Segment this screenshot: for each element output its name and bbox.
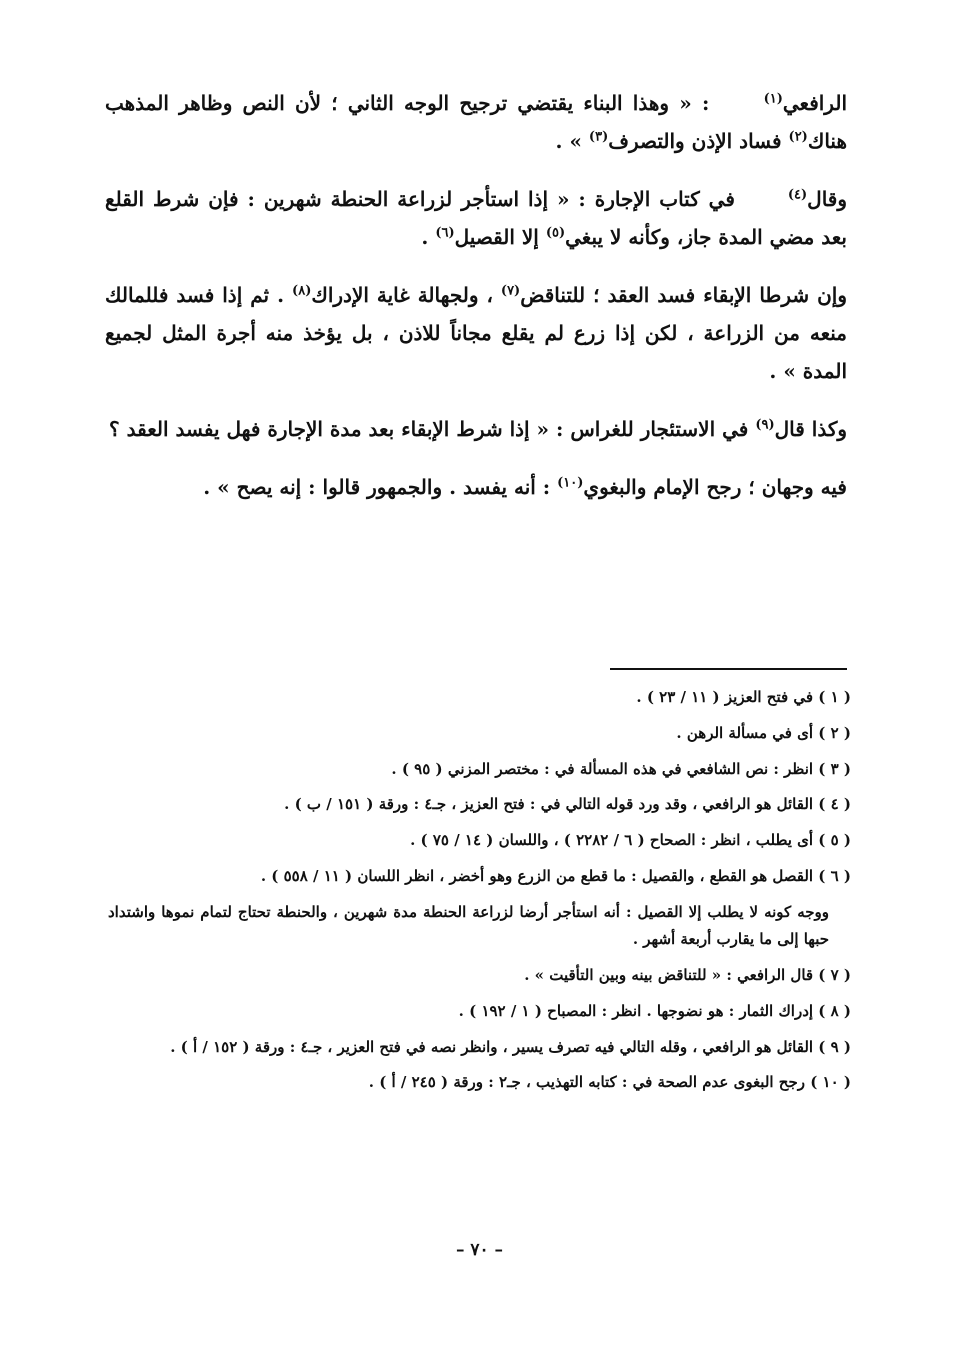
footnote-6-continuation: ووجه كونه لا يطلب إلا القصيل : أنه استأجر أرضا لزراعة الحنطة مدة شهرين ، والحنطة تحتاج لتمام نموها واشتداد حبها إلى ما يقارب أربعة أشهر . <box>108 902 829 949</box>
footnote-ref: (١) <box>763 91 783 107</box>
footnote-6: ( ٦ ) القصل هو القطع ، والقصيل : ما قطع من الزرع وهو أخضر ، انظر اللسان ( ١١ / ٥٥٨ ) . <box>260 866 851 885</box>
paragraph-text: وإن شرطا الإبقاء فسد العقد ؛ للتناقض <box>520 283 848 307</box>
footnote-9: ( ٩ ) القائل هو الرافعي ، وقله التالي فيه تصرف يسير ، وانظر نصه في فتح العزير ، جـ٤ : ورقة ( ١٥٢ / أ ) . <box>170 1037 851 1056</box>
footnote-ref: (٢) <box>788 129 808 145</box>
paragraph-5 <box>105 468 847 506</box>
footnote-ref: (١٠) <box>557 475 584 491</box>
footnote-ref: (٥) <box>545 225 566 241</box>
footnote-ref: (٤) <box>787 187 808 203</box>
paragraph-text: وكذا قال <box>774 417 847 441</box>
footnote-2: ( ٢ ) أى في مسألة الرهن . <box>676 723 851 742</box>
paragraph-text: . ثم إذا فسد فللمالك منعه من الزراعة ، لكن إذا زرع لم يقلع مجاناً للاذن ، بل يؤخذ منه أجرة المثل لجميع المدة » . <box>105 283 847 383</box>
footnote-separator <box>610 668 847 670</box>
footnote-ref: (٣) <box>588 129 609 145</box>
paragraph-text: في كتاب الإجارة : « إذا استأجر لزراعة الحنطة شهرين : فإن شرط القلع بعد مضي المدة جاز، وكأنه لا يبغي <box>105 187 847 249</box>
paragraph-1 <box>105 84 847 160</box>
paragraph-text: في الاستئجار للغراس : « إذا شرط الإبقاء بعد مدة الإجارة فهل يفسد العقد ؟ <box>109 417 756 441</box>
footnote-7: ( ٧ ) قال الرافعي : « للتناقض بينه وبين التأقيت » . <box>524 966 851 984</box>
footnote-ref: (٦) <box>435 225 455 241</box>
footnote-ref: (٧) <box>500 283 521 299</box>
footnote-5: ( ٥ ) أى يطلب ، انظر : الصحاح ( ٦ / ٢٢٨٢ ) ، واللسان ( ١٤ / ٧٥ ) . <box>410 831 851 849</box>
page-number: – ٧٠ – <box>455 1240 504 1260</box>
footnote-4: ( ٤ ) القائل هو الرافعي ، وقد ورد قوله التالي في : فتح العزيز ، جـ٤ : ورقة ( ١٥١ / ب ) . <box>284 795 851 814</box>
paragraph-3 <box>105 276 847 390</box>
paragraph-text: إلا القصيل <box>454 225 546 249</box>
paragraph-text: فساد الإذن والتصرف <box>608 129 789 153</box>
footnote-8: ( ٨ ) إدراك الثمار : هو نضوجها . انظر : المصباح ( ١ / ١٩٢ ) . <box>458 1001 851 1020</box>
paragraph-text: ، ولجهالة غاية الإدراك <box>311 283 501 307</box>
footnotes <box>108 684 851 1105</box>
paragraph-4 <box>105 410 847 448</box>
footnote-1: ( ١ ) في فتح العزيز ( ١١ / ٢٣ ) . <box>636 688 851 706</box>
paragraph-text: فيه وجهان ؛ رجح الإمام والبغوي <box>583 475 847 499</box>
footnote-3: ( ٣ ) انظر : نص الشافعي في هذه المسألة في : مختصر المزني ( ٩٥ ) . <box>391 759 851 778</box>
footnote-ref: (٨) <box>292 283 312 299</box>
paragraph-2 <box>105 180 847 256</box>
paragraph-text: : « وهذا البناء يقتضي ترجيح الوجه الثاني ؛ لأن النص وظاهر المذهب هناك <box>105 91 847 153</box>
paragraph-text: » . <box>555 129 589 153</box>
paragraph-text: . <box>421 225 436 249</box>
footnote-ref: (٩) <box>755 417 775 433</box>
paragraph-text: وقال <box>807 187 847 211</box>
footnote-10: ( ١٠ ) رجح البغوى عدم الصحة في : كتابه التهذيب ، جـ٢ : ورقة ( ٢٤٥ / أ ) . <box>368 1073 851 1092</box>
paragraph-text: الرافعي <box>782 91 847 115</box>
paragraph-text: : أنه يفسد . والجمهور قالوا : إنه يصح » . <box>203 475 558 499</box>
main-text <box>105 84 847 526</box>
